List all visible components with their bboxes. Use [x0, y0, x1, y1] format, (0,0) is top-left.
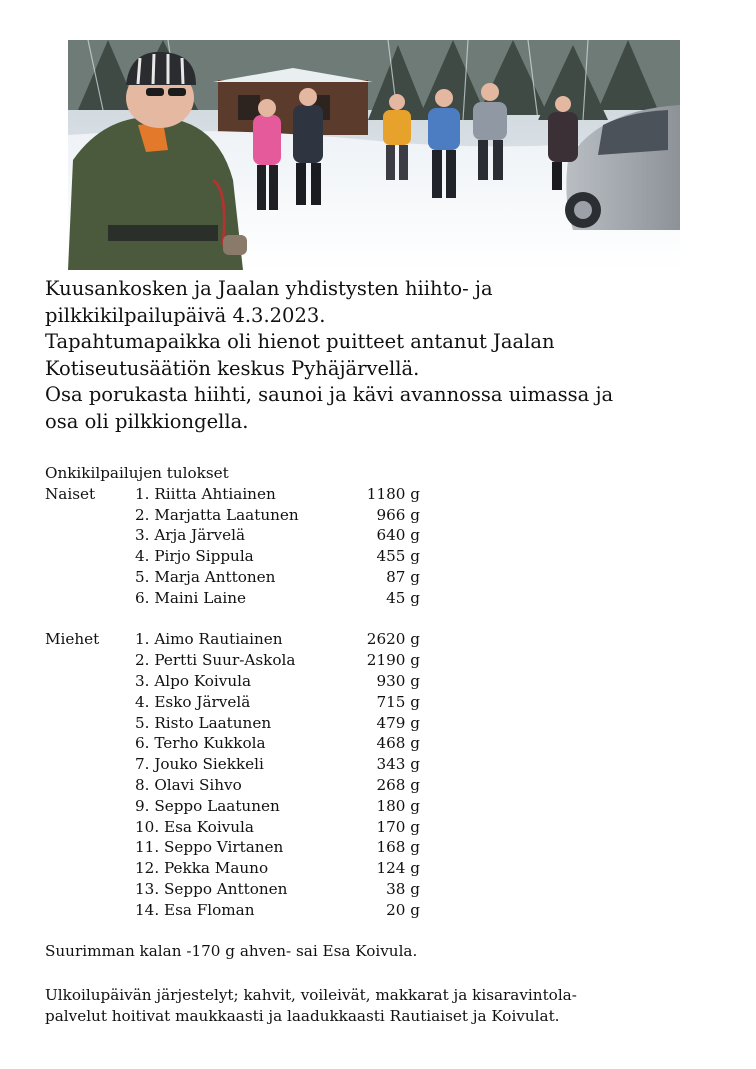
- competitor-name: 9. Seppo Laatunen: [135, 796, 280, 815]
- result-row: [45, 588, 420, 609]
- catch-weight: 87 g: [386, 567, 420, 586]
- result-row: [45, 546, 420, 567]
- closing-line: Ulkoilupäivän järjestelyt; kahvit, voileivät, makkarat ja kisaravintola-: [45, 986, 577, 1004]
- result-row: [45, 775, 420, 796]
- competitor-name: 11. Seppo Virtanen: [135, 838, 284, 857]
- competitor-name: 7. Jouko Siekkeli: [135, 755, 264, 774]
- result-row: [45, 692, 420, 713]
- result-row: [45, 900, 420, 921]
- competitor-name: 5. Risto Laatunen: [135, 713, 272, 732]
- result-row: [45, 796, 420, 817]
- competitor-name: 3. Arja Järvelä: [135, 526, 246, 545]
- intro-line: Kotiseutusäätiön keskus Pyhäjärvellä.: [45, 356, 420, 380]
- women-results: [45, 484, 420, 609]
- catch-weight: 170 g: [376, 817, 420, 836]
- competitor-name: 12. Pekka Mauno: [135, 859, 269, 878]
- catch-weight: 1180 g: [366, 484, 420, 503]
- biggest-fish-note: Suurimman kalan -170 g ahven- sai Esa Koivula.: [45, 942, 418, 960]
- competitor-name: 14. Esa Floman: [135, 900, 255, 919]
- catch-weight: 168 g: [376, 838, 420, 857]
- competitor-name: 5. Marja Anttonen: [135, 567, 276, 586]
- competitor-name: 1. Riitta Ahtiainen: [135, 484, 276, 503]
- result-row: [45, 629, 420, 650]
- competitor-name: 6. Maini Laine: [135, 588, 247, 607]
- catch-weight: 268 g: [376, 775, 420, 794]
- catch-weight: 930 g: [376, 671, 420, 690]
- result-row: [45, 525, 420, 546]
- competitor-name: 8. Olavi Sihvo: [135, 775, 242, 794]
- catch-weight: 180 g: [376, 796, 420, 815]
- result-row: [45, 858, 420, 879]
- result-row: [45, 754, 420, 775]
- catch-weight: 124 g: [376, 859, 420, 878]
- result-row: [45, 713, 420, 734]
- competitor-name: 4. Pirjo Sippula: [135, 547, 254, 566]
- result-row: [45, 671, 420, 692]
- catch-weight: 479 g: [376, 713, 420, 732]
- intro-line: Osa porukasta hiihti, saunoi ja kävi avannossa uimassa ja: [45, 383, 614, 406]
- catch-weight: 468 g: [376, 734, 420, 753]
- women-label: Naiset: [45, 484, 96, 503]
- men-label: Miehet: [45, 630, 100, 649]
- results-title: Onkikilpailujen tulokset: [45, 464, 229, 482]
- competitor-name: 6. Terho Kukkola: [135, 734, 266, 753]
- competitor-name: 13. Seppo Anttonen: [135, 879, 288, 898]
- catch-weight: 2190 g: [366, 651, 420, 670]
- competitor-name: 10. Esa Koivula: [135, 817, 254, 836]
- result-row: [45, 484, 420, 505]
- catch-weight: 38 g: [386, 879, 420, 898]
- catch-weight: 343 g: [376, 755, 420, 774]
- intro-line: Tapahtumapaikka oli hienot puitteet antanut Jaalan: [45, 330, 555, 353]
- competitor-name: 3. Alpo Koivula: [135, 671, 252, 690]
- intro-line: pilkkikilpailupäivä 4.3.2023.: [45, 303, 326, 327]
- competitor-name: 2. Marjatta Laatunen: [135, 505, 299, 524]
- competitor-name: 1. Aimo Rautiainen: [135, 630, 283, 649]
- men-results: [45, 629, 420, 920]
- result-row: [45, 567, 420, 588]
- catch-weight: 715 g: [376, 692, 420, 711]
- result-row: [45, 837, 420, 858]
- catch-weight: 966 g: [376, 505, 420, 524]
- catch-weight: 20 g: [386, 900, 420, 919]
- result-row: [45, 505, 420, 526]
- result-row: [45, 817, 420, 838]
- results-section: [45, 463, 420, 921]
- result-row: [45, 733, 420, 754]
- intro-line: osa oli pilkkiongella.: [45, 409, 249, 433]
- intro-line: Kuusankosken ja Jaalan yhdistysten hiihto- ja: [45, 277, 493, 300]
- winter-group-photo: [68, 40, 680, 270]
- closing-line: palvelut hoitivat maukkaasti ja laadukkaasti Rautiaiset ja Koivulat.: [45, 1007, 560, 1025]
- catch-weight: 2620 g: [366, 630, 420, 649]
- catch-weight: 455 g: [376, 547, 420, 566]
- competitor-name: 2. Pertti Suur-Askola: [135, 651, 296, 670]
- intro-text: [45, 276, 725, 435]
- catch-weight: 45 g: [386, 588, 420, 607]
- result-row: [45, 650, 420, 671]
- result-row: [45, 879, 420, 900]
- catch-weight: 640 g: [376, 526, 420, 545]
- competitor-name: 4. Esko Järvelä: [135, 692, 251, 711]
